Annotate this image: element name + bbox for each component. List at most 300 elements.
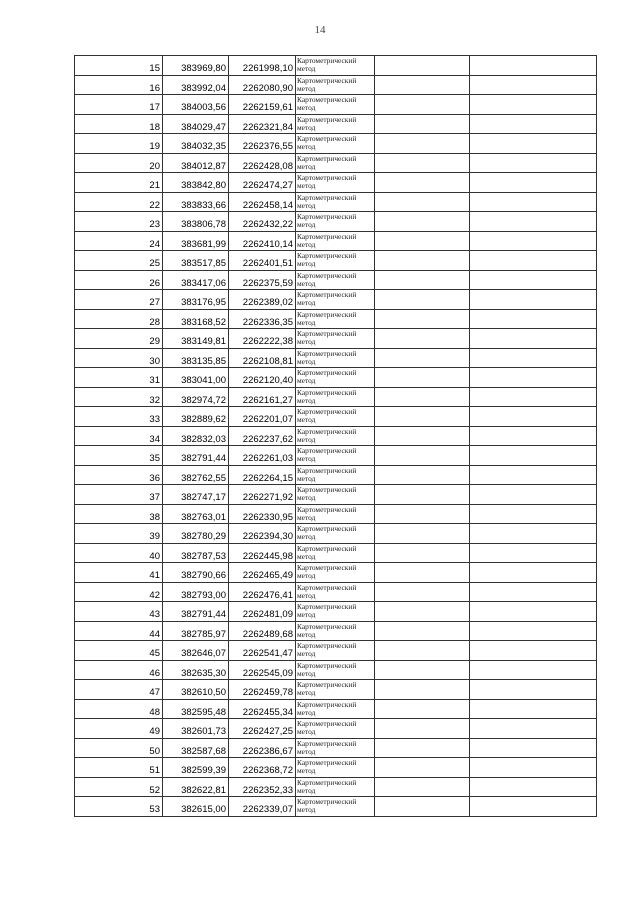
x-coordinate-cell: 383168,52 <box>163 309 229 329</box>
point-number-cell: 44 <box>75 621 163 641</box>
method-text-line1: Картометрический <box>297 407 357 416</box>
y-coordinate-cell: 2262427,25 <box>229 719 296 739</box>
method-cell <box>296 797 375 817</box>
method-cell <box>296 719 375 739</box>
empty-cell-5 <box>375 465 470 485</box>
point-number-cell: 16 <box>75 75 163 95</box>
method-text-line1: Картометрический <box>297 368 357 377</box>
x-coordinate-cell: 383517,85 <box>163 251 229 271</box>
empty-cell-5 <box>375 134 470 154</box>
x-coordinate-cell: 382793,00 <box>163 582 229 602</box>
y-coordinate-cell: 2262222,38 <box>229 329 296 349</box>
method-cell <box>296 407 375 427</box>
empty-cell-5 <box>375 56 470 76</box>
empty-cell-5 <box>375 407 470 427</box>
table-row <box>75 192 597 212</box>
method-text-line2: метод <box>297 688 316 697</box>
table-row <box>75 504 597 524</box>
method-text-line2: метод <box>297 395 316 405</box>
method-text-line1: Картометрический <box>297 56 357 65</box>
empty-cell-6 <box>470 134 597 154</box>
y-coordinate-cell: 2262481,09 <box>229 602 296 622</box>
empty-cell-6 <box>470 797 597 817</box>
x-coordinate-cell: 382787,53 <box>163 543 229 563</box>
empty-cell-5 <box>375 758 470 778</box>
y-coordinate-cell: 2262368,72 <box>229 758 296 778</box>
method-cell <box>296 153 375 173</box>
y-coordinate-cell: 2262161,27 <box>229 387 296 407</box>
y-coordinate-cell: 2262489,68 <box>229 621 296 641</box>
empty-cell-5 <box>375 368 470 388</box>
table-row <box>75 407 597 427</box>
point-number-cell: 53 <box>75 797 163 817</box>
table-row <box>75 173 597 193</box>
method-text-line2: метод <box>297 785 316 795</box>
y-coordinate-cell: 2262394,30 <box>229 524 296 544</box>
empty-cell-6 <box>470 699 597 719</box>
x-coordinate-cell: 383176,95 <box>163 290 229 310</box>
table-row <box>75 426 597 446</box>
table-row <box>75 582 597 602</box>
x-coordinate-cell: 383135,85 <box>163 348 229 368</box>
y-coordinate-cell: 2262386,67 <box>229 738 296 758</box>
y-coordinate-cell: 2262330,95 <box>229 504 296 524</box>
y-coordinate-cell: 2262389,02 <box>229 290 296 310</box>
y-coordinate-cell: 2262545,09 <box>229 660 296 680</box>
method-text-line1: Картометрический <box>297 251 357 260</box>
method-cell <box>296 270 375 290</box>
empty-cell-5 <box>375 95 470 115</box>
method-text-line2: метод <box>297 259 316 268</box>
x-coordinate-cell: 383992,04 <box>163 75 229 95</box>
method-text-line2: метод <box>297 532 316 541</box>
point-number-cell: 50 <box>75 738 163 758</box>
point-number-cell: 39 <box>75 524 163 544</box>
empty-cell-6 <box>470 543 597 563</box>
empty-cell-5 <box>375 602 470 622</box>
method-text-line2: метод <box>297 83 316 93</box>
point-number-cell: 29 <box>75 329 163 349</box>
empty-cell-5 <box>375 387 470 407</box>
empty-cell-5 <box>375 582 470 602</box>
method-text-line2: метод <box>297 161 316 171</box>
method-text-line1: Картометрический <box>297 192 357 202</box>
method-text-line1: Картометрический <box>297 699 357 709</box>
x-coordinate-cell: 382791,44 <box>163 602 229 622</box>
point-number-cell: 36 <box>75 465 163 485</box>
empty-cell-6 <box>470 758 597 778</box>
empty-cell-6 <box>470 446 597 466</box>
table-row <box>75 797 597 817</box>
method-cell <box>296 582 375 602</box>
empty-cell-6 <box>470 173 597 193</box>
method-text-line1: Картометрический <box>297 465 357 475</box>
y-coordinate-cell: 2262541,47 <box>229 641 296 661</box>
x-coordinate-cell: 382780,29 <box>163 524 229 544</box>
point-number-cell: 22 <box>75 192 163 212</box>
method-cell <box>296 602 375 622</box>
x-coordinate-cell: 384032,35 <box>163 134 229 154</box>
x-coordinate-cell: 382635,30 <box>163 660 229 680</box>
empty-cell-5 <box>375 524 470 544</box>
method-text-line1: Картометрический <box>297 641 357 650</box>
empty-cell-5 <box>375 114 470 134</box>
table-row <box>75 95 597 115</box>
y-coordinate-cell: 2262476,41 <box>229 582 296 602</box>
empty-cell-6 <box>470 777 597 797</box>
method-text-line2: метод <box>297 551 316 561</box>
empty-cell-5 <box>375 485 470 505</box>
point-number-cell: 35 <box>75 446 163 466</box>
table-row <box>75 231 597 251</box>
method-text-line1: Картометрический <box>297 387 357 397</box>
method-text-line2: метод <box>297 278 316 288</box>
empty-cell-6 <box>470 426 597 446</box>
y-coordinate-cell: 2262321,84 <box>229 114 296 134</box>
point-number-cell: 15 <box>75 56 163 76</box>
table-row <box>75 114 597 134</box>
empty-cell-6 <box>470 641 597 661</box>
table-row <box>75 212 597 232</box>
method-cell <box>296 192 375 212</box>
method-text-line2: метод <box>297 298 316 307</box>
empty-cell-6 <box>470 582 597 602</box>
method-text-line1: Картометрический <box>297 758 357 767</box>
point-number-cell: 30 <box>75 348 163 368</box>
empty-cell-5 <box>375 699 470 719</box>
empty-cell-5 <box>375 660 470 680</box>
method-text-line1: Картометрический <box>297 309 357 319</box>
empty-cell-6 <box>470 192 597 212</box>
y-coordinate-cell: 2262080,90 <box>229 75 296 95</box>
x-coordinate-cell: 383833,66 <box>163 192 229 212</box>
method-text-line1: Картометрический <box>297 777 357 787</box>
method-text-line1: Картометрический <box>297 212 357 221</box>
method-text-line1: Картометрический <box>297 446 357 455</box>
method-text-line2: метод <box>297 512 316 522</box>
empty-cell-5 <box>375 621 470 641</box>
empty-cell-5 <box>375 212 470 232</box>
y-coordinate-cell: 2262445,98 <box>229 543 296 563</box>
method-text-line2: метод <box>297 122 316 132</box>
empty-cell-6 <box>470 524 597 544</box>
point-number-cell: 19 <box>75 134 163 154</box>
method-cell <box>296 680 375 700</box>
method-text-line1: Картометрический <box>297 621 357 631</box>
y-coordinate-cell: 2262336,35 <box>229 309 296 329</box>
empty-cell-6 <box>470 485 597 505</box>
x-coordinate-cell: 382974,72 <box>163 387 229 407</box>
table-row <box>75 738 597 758</box>
method-cell <box>296 231 375 251</box>
y-coordinate-cell: 2262237,62 <box>229 426 296 446</box>
y-coordinate-cell: 2262401,51 <box>229 251 296 271</box>
x-coordinate-cell: 382785,97 <box>163 621 229 641</box>
y-coordinate-cell: 2262201,07 <box>229 407 296 427</box>
point-number-cell: 42 <box>75 582 163 602</box>
empty-cell-6 <box>470 504 597 524</box>
x-coordinate-cell: 382791,44 <box>163 446 229 466</box>
method-cell <box>296 95 375 115</box>
coordinates-table-body <box>75 56 597 817</box>
table-row <box>75 368 597 388</box>
method-text-line2: метод <box>297 200 316 210</box>
point-number-cell: 41 <box>75 563 163 583</box>
method-text-line2: метод <box>297 805 316 814</box>
x-coordinate-cell: 382599,39 <box>163 758 229 778</box>
x-coordinate-cell: 382595,48 <box>163 699 229 719</box>
point-number-cell: 43 <box>75 602 163 622</box>
empty-cell-5 <box>375 270 470 290</box>
method-cell <box>296 543 375 563</box>
empty-cell-6 <box>470 719 597 739</box>
method-cell <box>296 114 375 134</box>
empty-cell-5 <box>375 446 470 466</box>
x-coordinate-cell: 382832,03 <box>163 426 229 446</box>
method-text-line2: метод <box>297 103 316 112</box>
y-coordinate-cell: 2262458,14 <box>229 192 296 212</box>
empty-cell-6 <box>470 251 597 271</box>
table-row <box>75 56 597 76</box>
empty-cell-5 <box>375 75 470 95</box>
method-cell <box>296 524 375 544</box>
empty-cell-6 <box>470 465 597 485</box>
method-text-line1: Картометрический <box>297 602 357 611</box>
method-text-line2: метод <box>297 220 316 229</box>
method-text-line1: Картометрический <box>297 426 357 436</box>
method-text-line2: метод <box>297 415 316 424</box>
table-row <box>75 543 597 563</box>
y-coordinate-cell: 2262261,03 <box>229 446 296 466</box>
empty-cell-6 <box>470 329 597 349</box>
empty-cell-5 <box>375 153 470 173</box>
x-coordinate-cell: 382646,07 <box>163 641 229 661</box>
x-coordinate-cell: 382889,62 <box>163 407 229 427</box>
y-coordinate-cell: 2262159,61 <box>229 95 296 115</box>
point-number-cell: 21 <box>75 173 163 193</box>
method-cell <box>296 134 375 154</box>
method-text-line1: Картометрический <box>297 504 357 514</box>
y-coordinate-cell: 2262410,14 <box>229 231 296 251</box>
point-number-cell: 37 <box>75 485 163 505</box>
method-text-line2: метод <box>297 649 316 658</box>
method-text-line2: метод <box>297 239 316 249</box>
point-number-cell: 48 <box>75 699 163 719</box>
table-row <box>75 660 597 680</box>
x-coordinate-cell: 382601,73 <box>163 719 229 739</box>
table-row <box>75 329 597 349</box>
method-text-line1: Картометрический <box>297 329 357 338</box>
empty-cell-5 <box>375 329 470 349</box>
method-text-line1: Картометрический <box>297 563 357 572</box>
method-cell <box>296 563 375 583</box>
x-coordinate-cell: 382747,17 <box>163 485 229 505</box>
table-row <box>75 758 597 778</box>
method-cell <box>296 621 375 641</box>
method-text-line2: метод <box>297 473 316 483</box>
x-coordinate-cell: 383681,99 <box>163 231 229 251</box>
y-coordinate-cell: 2262120,40 <box>229 368 296 388</box>
method-cell <box>296 387 375 407</box>
empty-cell-5 <box>375 290 470 310</box>
empty-cell-5 <box>375 251 470 271</box>
table-row <box>75 290 597 310</box>
method-text-line1: Картометрический <box>297 114 357 124</box>
point-number-cell: 33 <box>75 407 163 427</box>
empty-cell-6 <box>470 621 597 641</box>
empty-cell-5 <box>375 543 470 563</box>
empty-cell-6 <box>470 680 597 700</box>
point-number-cell: 45 <box>75 641 163 661</box>
method-text-line2: метод <box>297 317 316 327</box>
empty-cell-6 <box>470 153 597 173</box>
point-number-cell: 18 <box>75 114 163 134</box>
method-text-line2: метод <box>297 727 316 736</box>
empty-cell-6 <box>470 309 597 329</box>
method-text-line2: метод <box>297 142 316 151</box>
method-cell <box>296 777 375 797</box>
x-coordinate-cell: 383149,81 <box>163 329 229 349</box>
empty-cell-6 <box>470 95 597 115</box>
method-text-line1: Картометрический <box>297 348 357 358</box>
table-row <box>75 641 597 661</box>
empty-cell-6 <box>470 270 597 290</box>
empty-cell-5 <box>375 426 470 446</box>
method-cell <box>296 329 375 349</box>
y-coordinate-cell: 2262339,07 <box>229 797 296 817</box>
y-coordinate-cell: 2262455,34 <box>229 699 296 719</box>
method-cell <box>296 426 375 446</box>
point-number-cell: 28 <box>75 309 163 329</box>
point-number-cell: 24 <box>75 231 163 251</box>
point-number-cell: 46 <box>75 660 163 680</box>
point-number-cell: 38 <box>75 504 163 524</box>
method-text-line2: метод <box>297 356 316 366</box>
y-coordinate-cell: 2262352,33 <box>229 777 296 797</box>
method-text-line2: метод <box>297 181 316 190</box>
method-text-line1: Картометрический <box>297 485 357 494</box>
x-coordinate-cell: 382587,68 <box>163 738 229 758</box>
method-text-line1: Картометрический <box>297 680 357 689</box>
y-coordinate-cell: 2262264,15 <box>229 465 296 485</box>
table-row <box>75 134 597 154</box>
method-text-line1: Картометрический <box>297 797 357 806</box>
empty-cell-5 <box>375 348 470 368</box>
point-number-cell: 20 <box>75 153 163 173</box>
point-number-cell: 51 <box>75 758 163 778</box>
method-text-line1: Картометрический <box>297 543 357 553</box>
point-number-cell: 49 <box>75 719 163 739</box>
method-cell <box>296 738 375 758</box>
method-text-line2: метод <box>297 707 316 717</box>
point-number-cell: 34 <box>75 426 163 446</box>
x-coordinate-cell: 384003,56 <box>163 95 229 115</box>
method-text-line2: метод <box>297 493 316 502</box>
table-row <box>75 348 597 368</box>
y-coordinate-cell: 2262375,59 <box>229 270 296 290</box>
method-cell <box>296 75 375 95</box>
x-coordinate-cell: 382762,55 <box>163 465 229 485</box>
method-text-line2: метод <box>297 746 316 756</box>
table-row <box>75 563 597 583</box>
x-coordinate-cell: 383417,06 <box>163 270 229 290</box>
y-coordinate-cell: 2262376,55 <box>229 134 296 154</box>
empty-cell-5 <box>375 192 470 212</box>
x-coordinate-cell: 383842,80 <box>163 173 229 193</box>
method-text-line2: метод <box>297 64 316 73</box>
empty-cell-5 <box>375 173 470 193</box>
method-text-line1: Картометрический <box>297 134 357 143</box>
empty-cell-5 <box>375 719 470 739</box>
method-text-line1: Картометрический <box>297 173 357 182</box>
method-text-line2: метод <box>297 434 316 444</box>
method-text-line2: метод <box>297 610 316 619</box>
point-number-cell: 47 <box>75 680 163 700</box>
method-cell <box>296 251 375 271</box>
empty-cell-5 <box>375 777 470 797</box>
x-coordinate-cell: 383041,00 <box>163 368 229 388</box>
method-cell <box>296 446 375 466</box>
method-text-line2: метод <box>297 376 316 385</box>
point-number-cell: 17 <box>75 95 163 115</box>
empty-cell-6 <box>470 212 597 232</box>
method-text-line1: Картометрический <box>297 582 357 592</box>
empty-cell-5 <box>375 797 470 817</box>
method-text-line1: Картометрический <box>297 75 357 85</box>
empty-cell-6 <box>470 75 597 95</box>
method-text-line1: Картометрический <box>297 738 357 748</box>
method-cell <box>296 641 375 661</box>
point-number-cell: 27 <box>75 290 163 310</box>
x-coordinate-cell: 384029,47 <box>163 114 229 134</box>
method-text-line1: Картометрический <box>297 524 357 533</box>
empty-cell-6 <box>470 56 597 76</box>
method-cell <box>296 309 375 329</box>
table-row <box>75 777 597 797</box>
method-cell <box>296 368 375 388</box>
x-coordinate-cell: 382610,50 <box>163 680 229 700</box>
empty-cell-6 <box>470 348 597 368</box>
empty-cell-6 <box>470 602 597 622</box>
x-coordinate-cell: 384012,87 <box>163 153 229 173</box>
x-coordinate-cell: 382622,81 <box>163 777 229 797</box>
method-text-line2: метод <box>297 668 316 678</box>
coordinates-table <box>74 55 597 817</box>
empty-cell-6 <box>470 738 597 758</box>
method-cell <box>296 212 375 232</box>
point-number-cell: 25 <box>75 251 163 271</box>
table-row <box>75 387 597 407</box>
point-number-cell: 40 <box>75 543 163 563</box>
method-cell <box>296 465 375 485</box>
empty-cell-5 <box>375 641 470 661</box>
y-coordinate-cell: 2262428,08 <box>229 153 296 173</box>
empty-cell-5 <box>375 738 470 758</box>
y-coordinate-cell: 2262459,78 <box>229 680 296 700</box>
empty-cell-5 <box>375 504 470 524</box>
method-cell <box>296 699 375 719</box>
method-cell <box>296 758 375 778</box>
y-coordinate-cell: 2262474,27 <box>229 173 296 193</box>
point-number-cell: 31 <box>75 368 163 388</box>
method-text-line2: метод <box>297 629 316 639</box>
method-text-line1: Картометрический <box>297 153 357 163</box>
table-row <box>75 719 597 739</box>
method-text-line1: Картометрический <box>297 95 357 104</box>
method-text-line1: Картометрический <box>297 719 357 728</box>
table-row <box>75 699 597 719</box>
x-coordinate-cell: 382790,66 <box>163 563 229 583</box>
